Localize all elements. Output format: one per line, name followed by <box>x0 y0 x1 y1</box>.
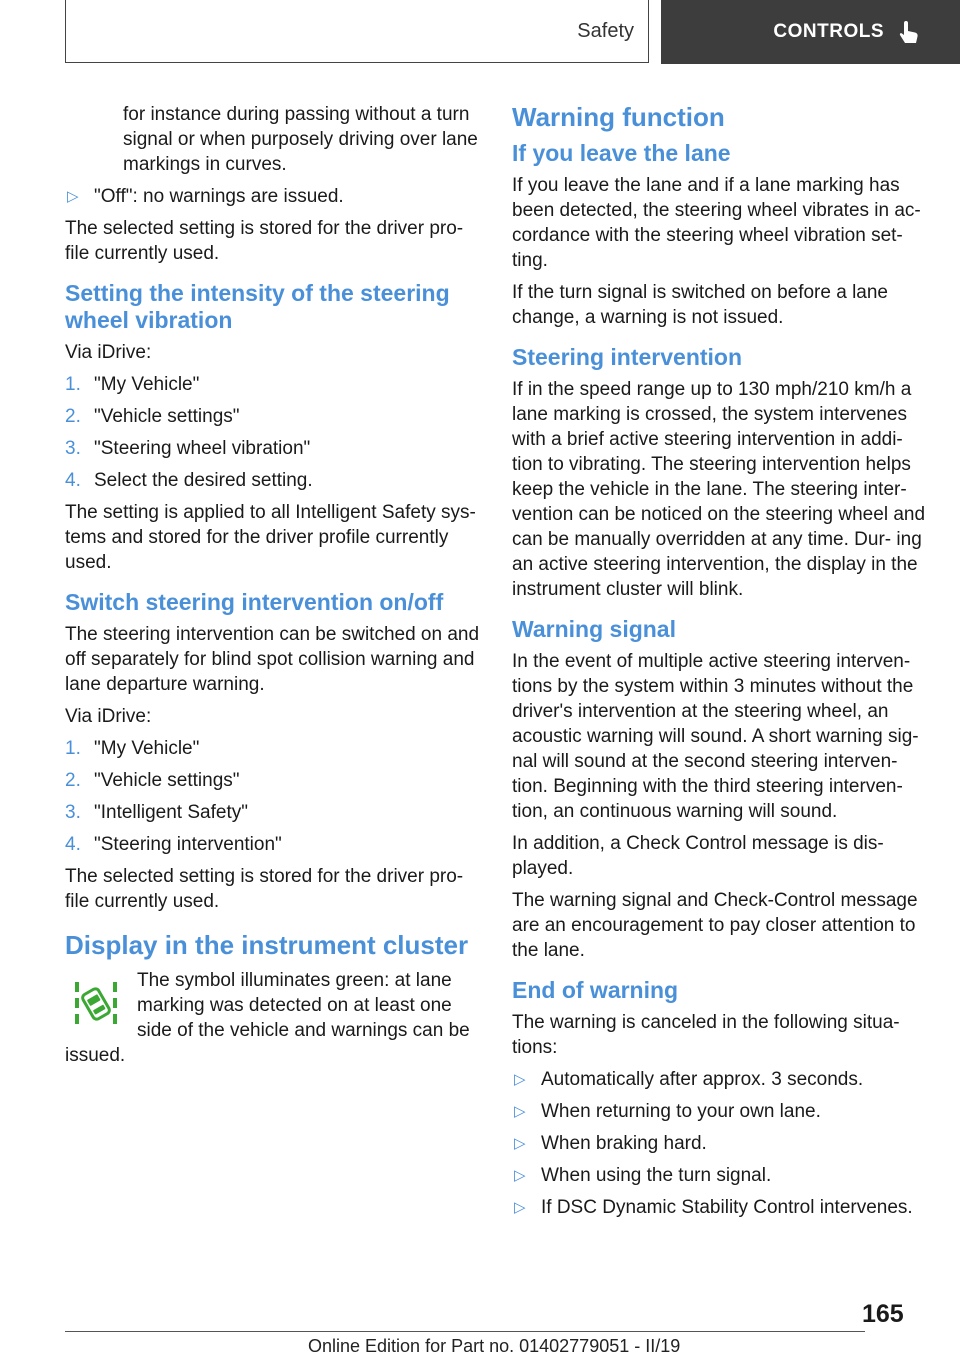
bullet-list <box>512 1067 927 1220</box>
list-item <box>512 1163 927 1188</box>
paragraph: The warning signal and Check-Control message are an encouragement to pay closer attention to the lane. <box>512 890 918 961</box>
footer-divider <box>65 1331 865 1332</box>
paragraph: The selected setting is stored for the driver pro- file currently used. <box>65 218 464 264</box>
heading-intensity: Setting the intensity of the steering wheel vibration <box>65 280 450 333</box>
step-text: Select the desired setting. <box>94 470 313 491</box>
lane-departure-icon <box>71 972 121 1032</box>
page-number: 165 <box>862 1300 904 1328</box>
step-number: 2. <box>65 406 81 427</box>
continued-bullet-text: for instance during passing without a turn signal or when purposely driving over lane markings in curves. <box>123 104 478 175</box>
paragraph: In the event of multiple active steering interven- tions by the system within 3 minutes without the driver's intervention at the steering wheel, an acoustic warning will sound. A short warning sig- nal will sound at the second steering interven- tion. Beginning with the third steering interven- tion, an continuous warning will sound. <box>512 651 919 822</box>
left-column <box>65 102 480 1068</box>
step-number: 2. <box>65 770 81 791</box>
chapter-title: CONTROLS <box>773 21 884 42</box>
list-item-text: When braking hard. <box>541 1133 707 1154</box>
heading-switch: Switch steering intervention on/off <box>65 589 444 615</box>
list-item <box>65 736 480 761</box>
list-item-text: When returning to your own lane. <box>541 1101 821 1122</box>
step-text: "Vehicle settings" <box>94 406 240 427</box>
symbol-paragraph <box>65 968 480 1068</box>
section-tab <box>65 0 649 63</box>
paragraph: The warning is canceled in the following situa- tions: <box>512 1012 900 1058</box>
steps-list-2 <box>65 736 480 857</box>
triangle-right-icon: ▷ <box>514 1167 526 1184</box>
list-item <box>65 468 480 493</box>
list-item <box>65 800 480 825</box>
step-number: 1. <box>65 374 81 395</box>
step-text: "Vehicle settings" <box>94 770 240 791</box>
hand-pointer-icon <box>898 19 920 45</box>
list-item-text: If DSC Dynamic Stability Control intervenes. <box>541 1197 913 1218</box>
list-item <box>65 768 480 793</box>
paragraph: In addition, a Check Control message is dis- played. <box>512 833 884 879</box>
list-item <box>512 1131 927 1156</box>
step-text: "My Vehicle" <box>94 738 200 759</box>
step-number: 3. <box>65 438 81 459</box>
symbol-text: The symbol illuminates green: at lane marking was detected on at least one side of the vehicle and warnings can be issued. <box>65 970 470 1066</box>
paragraph: If the turn signal is switched on before a lane change, a warning is not issued. <box>512 282 889 328</box>
paragraph: The setting is applied to all Intelligent Safety sys- tems and stored for the driver profile currently used. <box>65 502 476 573</box>
triangle-right-icon: ▷ <box>514 1135 526 1152</box>
list-item <box>512 1195 927 1220</box>
list-item <box>65 436 480 461</box>
paragraph: The selected setting is stored for the driver pro- file currently used. <box>65 866 464 912</box>
paragraph: If you leave the lane and if a lane marking has been detected, the steering wheel vibrates in ac- cordance with the steering wheel vibration set- ting. <box>512 175 921 271</box>
paragraph: Via iDrive: <box>65 342 152 363</box>
right-column <box>512 102 927 1227</box>
heading-warning-function: Warning function <box>512 102 725 132</box>
step-text: "Steering wheel vibration" <box>94 438 311 459</box>
steps-list-1 <box>65 372 480 493</box>
list-item <box>65 832 480 857</box>
list-item-text: Automatically after approx. 3 seconds. <box>541 1069 864 1090</box>
chapter-tab <box>661 0 960 64</box>
paragraph: The steering intervention can be switched on and off separately for blind spot collision warning and lane departure warning. <box>65 624 480 695</box>
heading-display: Display in the instrument cluster <box>65 930 469 960</box>
list-item-text: "Off": no warnings are issued. <box>94 186 344 207</box>
list-item <box>65 184 480 209</box>
list-item <box>512 1099 927 1124</box>
list-item-text: When using the turn signal. <box>541 1165 772 1186</box>
step-text: "My Vehicle" <box>94 374 200 395</box>
heading-warning-signal: Warning signal <box>512 616 676 642</box>
heading-leave-lane: If you leave the lane <box>512 140 731 166</box>
section-title: Safety <box>577 19 634 42</box>
list-item <box>512 1067 927 1092</box>
list-item <box>65 372 480 397</box>
triangle-right-icon: ▷ <box>514 1103 526 1120</box>
edition-text: Online Edition for Part no. 01402779051 - II/19 <box>308 1336 681 1356</box>
page-header <box>0 0 960 66</box>
paragraph: Via iDrive: <box>65 706 152 727</box>
step-number: 1. <box>65 738 81 759</box>
heading-steering-intervention: Steering intervention <box>512 344 743 370</box>
list-item <box>65 404 480 429</box>
heading-end-of-warning: End of warning <box>512 977 679 1003</box>
step-text: "Intelligent Safety" <box>94 802 248 823</box>
bullet-list <box>65 184 480 209</box>
step-number: 3. <box>65 802 81 823</box>
triangle-right-icon: ▷ <box>514 1071 526 1088</box>
step-number: 4. <box>65 834 81 855</box>
step-text: "Steering intervention" <box>94 834 282 855</box>
step-number: 4. <box>65 470 81 491</box>
triangle-right-icon: ▷ <box>67 188 79 205</box>
paragraph: If in the speed range up to 130 mph/210 km/h a lane marking is crossed, the system intervenes with a brief active steering intervention in addi- tion to vibrating. The steering intervention helps keep the vehicle in the lane. The steering inter- vention can be noticed on the steering wheel and can be manually overridden at any time. Dur- ing an active steering intervention, the display in the instrument cluster will blink. <box>512 379 926 600</box>
triangle-right-icon: ▷ <box>514 1199 526 1216</box>
